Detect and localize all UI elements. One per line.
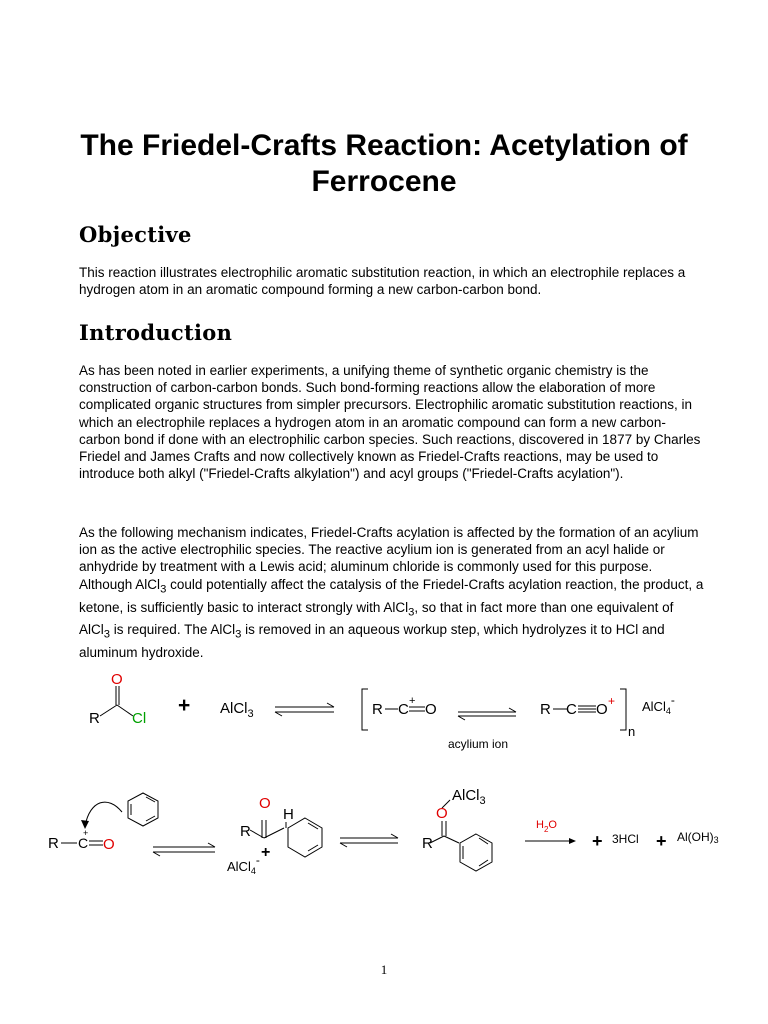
aloh-sub: 3 — [713, 835, 719, 845]
water-reagent — [536, 819, 557, 834]
bracket-subscript-n: n — [628, 724, 636, 739]
p2-text-a: As the following mechanism indicates, Friedel-Crafts acylation is affected by the formation of an acylium ion as the active electrophilic species. The reactive acylium ion is generated from an acyl halide or anhydride by treatment with a Lewis acid; aluminum chloride is commonly used for this purpose. Although AlCl — [79, 525, 699, 592]
introduction-heading: Introduction — [79, 320, 233, 345]
complex-alcl3-text: AlCl — [452, 787, 480, 804]
page-title: The Friedel-Crafts Reaction: Acetylation of Ferrocene — [80, 129, 688, 198]
alcl3-sub: 3 — [247, 708, 254, 720]
hcl-product: 3HCl — [612, 832, 639, 846]
p2-sub-1: 3 — [160, 583, 167, 596]
complex-alcl3 — [452, 787, 486, 807]
product-plus-2: + — [656, 831, 667, 851]
p2-sub-4: 3 — [235, 629, 242, 642]
r-label: R — [89, 710, 100, 727]
reaction-scheme — [0, 660, 768, 920]
page-number: 1 — [380, 962, 388, 977]
oxygen-label-2: O — [425, 701, 437, 718]
complex-oxygen: O — [436, 805, 448, 822]
sigma-r: R — [240, 823, 251, 840]
carbon-label-3: C — [78, 835, 89, 851]
alcl4-counterion — [642, 693, 675, 716]
alcl3-reagent — [220, 700, 254, 720]
complex-alcl3-sub: 3 — [479, 795, 486, 807]
acylium-electrophile — [48, 828, 115, 853]
alcl4-sub: 4 — [665, 706, 671, 716]
oxonium-charge: + — [608, 694, 616, 708]
sigma-complex — [227, 795, 322, 876]
carbon-label-2: C — [566, 701, 577, 718]
equilibrium-arrow-4 — [340, 834, 398, 847]
curved-arrow — [81, 802, 122, 829]
alcl4-charge-2: - — [255, 853, 260, 867]
p2-text-e: is removed in an aqueous workup step, which hydrolyzes it to HCl and aluminum hydroxide. — [79, 622, 665, 661]
aluminum-hydroxide-product — [677, 830, 719, 845]
introduction-paragraph-1: As has been noted in earlier experiments, a unifying theme of synthetic organic chemistry is the construction of carbon-carbon bonds. Such bond-forming reactions allow the elaboration of more complicated organic structures from simpler precursors. Electrophilic aromatic substitution reactions, in which an electrophile replaces a hydrogen atom in an aromatic compound can form a new carbon-carbon bond if done with an electrophilic carbon species. Such reactions, discovered in 1877 by Charles Friedel and James Crafts and now collectively known as Friedel-Crafts reactions, may be used to introduce both alkyl ("Friedel-Crafts alkylation") and acyl groups ("Friedel-Crafts acylation"). — [79, 363, 701, 482]
r-label-4: R — [48, 835, 59, 852]
equilibrium-arrow-1 — [275, 703, 334, 716]
p2-sub-3: 3 — [103, 629, 111, 642]
acyl-chloride — [89, 671, 146, 727]
p2-text-b: could potentially affect the catalysis of the Friedel-Crafts acylation reaction, the product, a ketone, is sufficiently basic to interact strongly with AlCl — [79, 576, 704, 615]
alcl4-counterion-2 — [227, 853, 260, 876]
alcl4-text-2: AlCl — [227, 859, 251, 874]
acylium-resonance-1 — [372, 695, 437, 718]
r-label-3: R — [540, 701, 551, 718]
chlorine-label: Cl — [132, 710, 147, 727]
aloh-text: Al(OH) — [677, 830, 714, 844]
water-o: O — [548, 819, 557, 831]
acylium-ion-caption: acylium ion — [448, 737, 509, 751]
product-plus-1: + — [592, 831, 603, 851]
carbocation-charge: + — [409, 695, 416, 707]
complex-r: R — [422, 835, 433, 852]
alcl4-sub-2: 4 — [250, 866, 256, 876]
objective-heading: Objective — [79, 222, 192, 247]
objective-paragraph: This reaction illustrates electrophilic aromatic substitution reaction, in which an electrophile replaces a hydrogen atom in an aromatic compound forming a new carbon-carbon bond. — [79, 265, 686, 298]
p2-text-d: is required. The AlCl — [110, 622, 236, 638]
p2-sub-2: 3 — [408, 606, 415, 619]
acylium-oxygen: O — [103, 836, 115, 853]
r-label-2: R — [372, 701, 383, 718]
ketone-alcl3-complex — [422, 787, 492, 871]
acylium-resonance-2 — [540, 694, 615, 718]
ipso-hydrogen: H — [283, 806, 294, 823]
oxygen-label: O — [111, 671, 123, 688]
p2-text-c: , so that in fact more than one equivalent of AlCl — [79, 599, 674, 638]
sigma-oxygen: O — [259, 795, 271, 812]
water-h: H — [536, 819, 544, 831]
bracket-right — [620, 689, 626, 730]
workup-step — [525, 819, 576, 844]
bracket-left — [362, 689, 368, 730]
benzene-ring-1 — [128, 793, 158, 826]
plus-sign: + — [178, 694, 191, 717]
oxonium-oxygen: O — [596, 701, 608, 718]
water-sub: 2 — [543, 825, 549, 834]
equilibrium-arrow-3 — [153, 843, 215, 856]
carbon-label: C — [398, 701, 409, 718]
alcl4-charge: - — [670, 693, 675, 707]
introduction-paragraph-2 — [79, 524, 704, 661]
alcl4-text: AlCl — [642, 699, 666, 714]
alcl3-text: AlCl — [220, 700, 248, 717]
sigma-charge: + — [261, 844, 271, 861]
equilibrium-arrow-2 — [458, 708, 516, 720]
carbocation-plus: + — [83, 828, 89, 838]
